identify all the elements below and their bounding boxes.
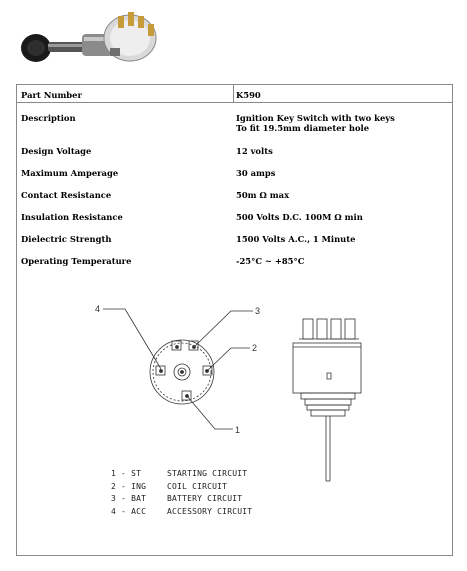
callout-4: 4 xyxy=(95,304,101,314)
legend-code: 4 - ACC xyxy=(111,506,147,516)
spec-value: 50m Ω max xyxy=(236,190,290,200)
legend-code: 3 - BAT xyxy=(111,494,147,503)
spec-label: Operating Temperature xyxy=(21,256,132,266)
spec-label: Design Voltage xyxy=(21,146,92,156)
spec-label: Description xyxy=(21,113,76,123)
switch-face-drawing xyxy=(150,340,214,404)
spec-label: Dielectric Strength xyxy=(21,234,112,244)
spec-sheet xyxy=(16,84,453,556)
spec-value: 12 volts xyxy=(236,146,273,156)
spec-label: Contact Resistance xyxy=(21,190,112,200)
leader-line-3 xyxy=(194,311,253,347)
spec-value: 1500 Volts A.C., 1 Minute xyxy=(236,234,356,244)
legend-desc: STARTING CIRCUIT xyxy=(167,469,248,478)
spec-label: Insulation Resistance xyxy=(21,212,123,222)
technical-drawing xyxy=(17,85,454,557)
product-photo xyxy=(12,4,172,78)
legend-desc: ACCESSORY CIRCUIT xyxy=(167,506,253,516)
switch-body-icon xyxy=(82,12,156,61)
spec-value: K590 xyxy=(236,90,261,100)
spec-value: Ignition Key Switch with two keys To fit 19.5mm diameter hole xyxy=(236,113,395,133)
callout-3: 3 xyxy=(255,306,261,316)
spec-label: Part Number xyxy=(21,90,82,100)
callout-1: 1 xyxy=(235,425,241,435)
spec-value: 500 Volts D.C. 100M Ω min xyxy=(236,212,363,222)
spec-value: -25°C ~ +85°C xyxy=(236,256,305,266)
spec-value: 30 amps xyxy=(236,168,276,178)
callout-2: 2 xyxy=(252,343,258,353)
legend-desc: BATTERY CIRCUIT xyxy=(167,494,243,503)
switch-side-view-drawing xyxy=(293,319,361,481)
legend-desc: COIL CIRCUIT xyxy=(167,481,228,491)
key-icon xyxy=(21,34,86,62)
spec-label: Maximum Amperage xyxy=(21,168,119,178)
leader-line-1 xyxy=(187,396,233,429)
legend-code: 1 - ST xyxy=(111,469,142,478)
legend-code: 2 - ING xyxy=(111,481,147,491)
